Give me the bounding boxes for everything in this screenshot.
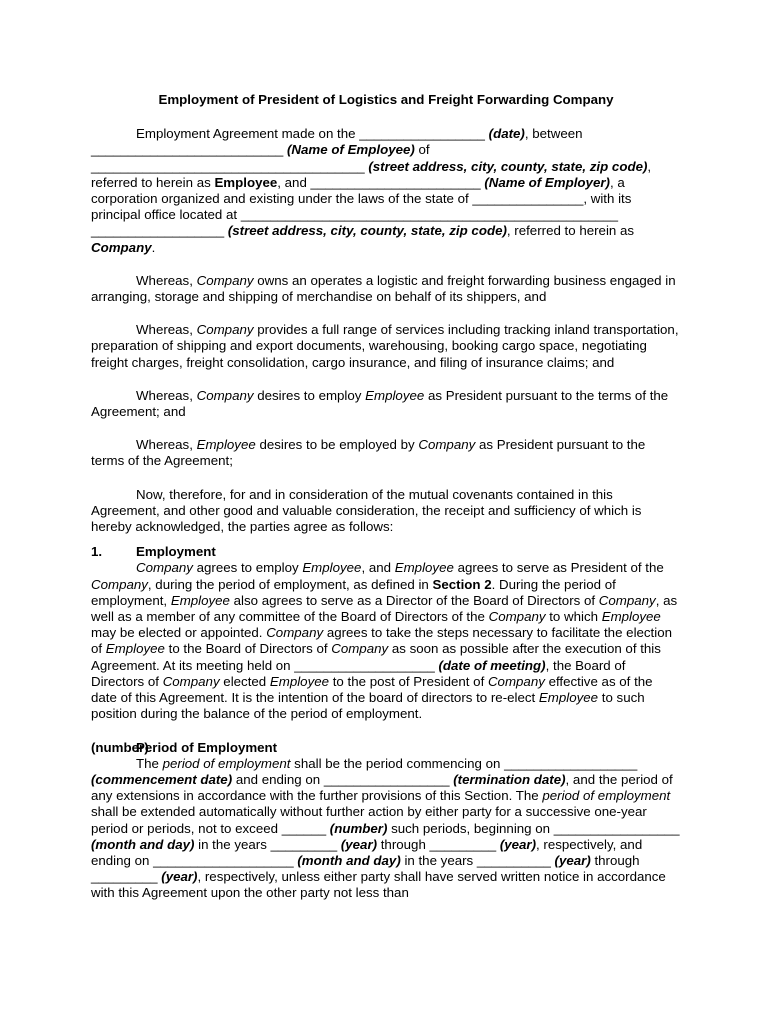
placeholder-year: (year) (161, 869, 198, 885)
s1-company: Company (162, 673, 220, 689)
s1-text: , as well as a member of any committee of the Board of Directors of the (91, 592, 678, 625)
blank-commencement-date[interactable]: __________________ (504, 755, 638, 771)
placeholder-employer-address: (street address, city, county, state, zip code) (227, 223, 507, 239)
s1-text: agrees to take the steps necessary to facilitate the election of (91, 625, 672, 657)
blank-employer-name[interactable]: _______________________ (310, 174, 481, 190)
term-employee: Employee (214, 174, 278, 190)
document-page (91, 92, 681, 919)
whereas1-text-1: Whereas, (136, 272, 197, 288)
s1-text: , the Board of Directors of (91, 657, 626, 689)
whereas1-company: Company (196, 272, 254, 288)
section-1-body (91, 560, 681, 722)
section-2-body (91, 756, 681, 902)
placeholder-employee-address: (street address, city, county, state, zip code) (368, 158, 648, 174)
placeholder-employer-name: (Name of Employer) (484, 174, 610, 190)
s1-employee: Employee (538, 690, 599, 706)
whereas-paragraph-2 (91, 322, 681, 371)
s2-text: shall be the period commencing on (290, 755, 505, 771)
now-therefore-paragraph (91, 487, 681, 536)
section-2-title: Period of Employment (136, 739, 278, 755)
blank-employee-address[interactable]: _____________________________________ (91, 158, 365, 174)
blank-month-day-1[interactable]: _________________ (553, 820, 680, 836)
whereas3-text-3: as President pursuant to the terms of the Agreement; and (91, 387, 669, 420)
s2-text: such periods, beginning on (387, 820, 554, 836)
whereas2-company: Company (196, 322, 254, 338)
s1-text: to the Board of Directors of (164, 641, 332, 657)
s2-text: in the years (400, 852, 477, 868)
blank-years-1[interactable]: _________ (270, 836, 338, 852)
placeholder-commencement-date: (commencement date) (91, 771, 233, 787)
placeholder-year: (year) (499, 836, 537, 852)
s1-company: Company (331, 641, 389, 657)
s1-text: effective as of the date of this Agreement. It is the intention of the board of directors to re-elect (91, 673, 653, 706)
s1-text: as soon as possible after the execution of this Agreement. At its meeting held on (91, 641, 661, 673)
placeholder-month-day: (month and day) (91, 836, 195, 852)
placeholder-year: (year) (554, 852, 591, 868)
s2-term-period: period of employment (542, 788, 671, 804)
s1-employee: Employee (394, 560, 454, 576)
s2-term-period: period of employment (162, 755, 291, 771)
s2-text: The (136, 755, 163, 771)
section-employment (91, 544, 681, 722)
section-2-heading (91, 740, 681, 756)
s1-text: to which (545, 609, 602, 625)
s2-text: through (377, 836, 430, 852)
blank-years-2[interactable]: __________ (476, 852, 551, 868)
s1-employee: Employee (269, 673, 330, 689)
whereas2-text-2: provides a full range of services including tracking inland transportation, preparation of shipping and export documents, warehousing, booking cargo space, negotiating freight charges, freight consolidation, cargo insurance, and filing of insurance claims; and (91, 322, 679, 370)
intro-text-4: , referred to herein as (91, 158, 652, 190)
s1-section-ref: Section 2 (432, 576, 492, 592)
placeholder-employee-name: (Name of Employee) (286, 142, 415, 158)
whereas2-text-1: Whereas, (136, 322, 197, 338)
whereas-paragraph-3 (91, 388, 681, 420)
whereas3-text-1: Whereas, (136, 387, 197, 403)
whereas4-text-3: as President pursuant to the terms of the Agreement; (91, 437, 646, 469)
section-1-title: Employment (136, 544, 216, 560)
s1-text: also agrees to serve as a Director of the Board of Directors of (229, 592, 599, 608)
blank-principal-office[interactable]: ___________________________________________________ (240, 207, 618, 223)
s2-text: , and the period of any extensions in accordance with the further provisions of this Section. The (91, 771, 673, 804)
section-period-of-employment (91, 740, 681, 902)
s1-text: agrees to employ (192, 560, 303, 576)
placeholder-date-of-meeting: (date of meeting) (438, 657, 546, 673)
placeholder-year: (year) (340, 836, 378, 852)
intro-text-2: , between (524, 126, 583, 142)
s1-employee: Employee (302, 560, 362, 576)
s1-company: Company (487, 673, 545, 689)
s1-employee: Employee (105, 641, 165, 657)
intro-text-3: of (414, 142, 430, 158)
blank-principal-office-2[interactable]: __________________ (91, 223, 225, 239)
s1-employee: Employee (601, 609, 661, 625)
s2-text: in the years (194, 836, 271, 852)
whereas4-company: Company (418, 437, 476, 453)
intro-text-8: , referred to herein as (506, 223, 635, 239)
blank-month-day-2[interactable]: ___________________ (153, 852, 294, 868)
s1-company: Company (91, 576, 148, 592)
s2-text: , respectively, unless either party shall have served written notice in accordance with this Agreement upon the other party not less than (91, 869, 666, 901)
s2-text: through (590, 852, 640, 868)
s2-text: shall be extended automatically without further action by either party for a successive one-year period or periods, not to exceed (91, 804, 647, 836)
term-company: Company (91, 239, 152, 255)
s1-company: Company (488, 609, 546, 625)
whereas-paragraph-1 (91, 273, 681, 305)
s2-text: , respectively, and ending on (91, 836, 643, 868)
placeholder-month-day: (month and day) (297, 852, 401, 868)
blank-meeting-date[interactable]: ___________________ (294, 657, 435, 673)
s1-text: . During the period of employment, (91, 576, 616, 608)
now-therefore-text: Now, therefore, for and in consideration of the mutual covenants contained in this Agreement, and other good and valuable consideration, the receipt and sufficiency of which is hereby acknowledged, the parties agree as follows: (91, 486, 642, 535)
s2-text: and ending on (232, 771, 324, 787)
blank-date[interactable]: _________________ (359, 126, 485, 142)
section-2-number: (number) (91, 739, 149, 755)
s1-company: Company (266, 625, 324, 641)
intro-text-7: , with its principal office located at (91, 191, 632, 223)
whereas4-text-1: Whereas, (136, 437, 197, 453)
section-1-heading (91, 544, 681, 560)
intro-paragraph (91, 126, 681, 256)
intro-text-6: , a corporation organized and existing under the laws of the state of (91, 174, 625, 207)
whereas1-text-2: owns an operates a logistic and freight forwarding business engaged in arranging, storage and shipping of merchandise on behalf of its shippers, and (91, 272, 676, 305)
s1-text: agrees to serve as President of the (453, 560, 664, 576)
placeholder-number: (number) (329, 820, 388, 836)
section-1-number: 1. (91, 544, 103, 560)
blank-through-2[interactable]: _________ (91, 869, 158, 885)
blank-through-1[interactable]: _________ (429, 836, 497, 852)
whereas3-employee: Employee (365, 387, 425, 403)
s1-text: , during the period of employment, as defined in (147, 576, 433, 592)
s1-employee: Employee (170, 592, 230, 608)
placeholder-date: (date) (488, 126, 525, 142)
s1-text: , and (361, 560, 395, 576)
intro-text-5: , and (277, 174, 311, 190)
blank-number[interactable]: ______ (281, 820, 327, 836)
s1-text: elected (219, 673, 270, 689)
s1-text: may be elected or appointed. (91, 625, 267, 641)
intro-text-9: . (151, 239, 156, 255)
placeholder-termination-date: (termination date) (453, 771, 566, 787)
whereas3-text-2: desires to employ (253, 387, 366, 403)
whereas3-company: Company (196, 387, 254, 403)
intro-text-1: Employment Agreement made on the (136, 126, 360, 142)
blank-termination-date[interactable]: _________________ (323, 771, 450, 787)
document-title: Employment of President of Logistics and Freight Forwarding Company (158, 92, 614, 107)
s1-text: to the post of President of (329, 673, 488, 689)
whereas-paragraph-4 (91, 437, 681, 469)
s1-company: Company (598, 592, 656, 608)
blank-employee-name[interactable]: __________________________ (91, 142, 284, 158)
s1-company: Company (136, 560, 193, 576)
blank-state[interactable]: _______________ (472, 191, 584, 207)
s1-text: to such position during the balance of the period of employment. (91, 690, 645, 722)
whereas4-text-2: desires to be employed by (255, 437, 419, 453)
whereas4-employee: Employee (196, 437, 256, 453)
